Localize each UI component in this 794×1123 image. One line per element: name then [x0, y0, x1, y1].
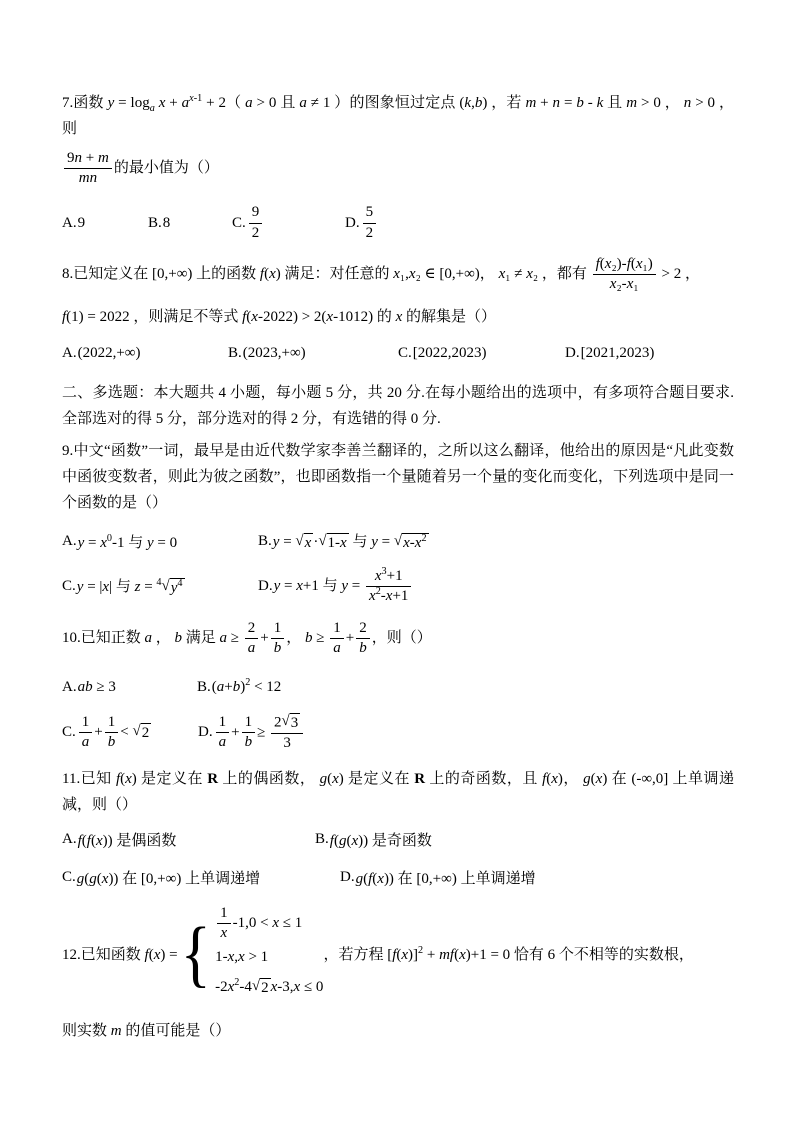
q10-options-row-2 [62, 710, 734, 756]
option-label: C. [398, 345, 412, 361]
q8-options-row [62, 340, 734, 368]
left-brace: { [180, 912, 211, 995]
option-label: D. [340, 869, 355, 885]
option-label: A. [62, 679, 77, 695]
q10-option-d [198, 713, 305, 753]
q11-options-row-1 [62, 826, 734, 854]
q12-suffix: ，若方程 $[f(x)]^2 + mf(x)+1 = 0$ 恰有 6 个不相等的实数根， [323, 945, 694, 963]
q7-option-b [148, 215, 232, 232]
option-value: y = |x| 与 z = $^4$ √ $y^4$ [76, 577, 183, 596]
q8-option-c [398, 345, 565, 362]
option-label: B. [315, 831, 329, 847]
option-label: D. [198, 724, 213, 740]
option-label: B. [148, 214, 162, 231]
option-label: C. [232, 214, 246, 231]
q11-options-row-2 [62, 864, 734, 892]
option-label: D. [258, 578, 273, 594]
option-value: 8 [162, 214, 171, 231]
option-value: [2022,2023) [412, 345, 487, 361]
q9-stem: 9.中文“函数”一词，最早是由近代数学家李善兰翻译的，之所以这么翻译，他给出的原因是“凡此变数中函彼变数者，则此为彼之函数”，也即函数指一个量随着另一个量的变化而变化，下列选项中是同一个函数的是（） [62, 442, 734, 511]
option-value: f(g(x)) 是奇函数 [329, 833, 432, 849]
q7-options-row [62, 200, 734, 246]
option-value: g(g(x)) 在 [0,+∞) 上单调递增 [76, 871, 261, 887]
option-value: $\frac{5}{2}$ [361, 204, 379, 242]
q11-option-a [62, 829, 315, 850]
option-label: D. [345, 214, 360, 231]
option-value: $\frac{1}{a}$ + $\frac{1}{b}$ ≥ 2 √ 3 3 [214, 713, 306, 753]
q10-option-a [62, 679, 197, 696]
option-label: C. [62, 578, 76, 594]
option-value: $\frac{9}{2}$ [247, 204, 265, 242]
q7-option-a [62, 215, 148, 232]
q8-option-a [62, 345, 228, 362]
q7-option-c [232, 204, 345, 242]
q12-stem [62, 904, 734, 1004]
q9-options-row-2 [62, 564, 734, 610]
q10-options-row-1 [62, 674, 734, 702]
option-value: f(f(x)) 是偶函数 [77, 833, 177, 849]
option-value: y = √ x · √ 1-x 与 y = √ $x-x^2$ [272, 532, 427, 551]
piecewise-case-2: 1-x,x > 1 [215, 949, 269, 966]
option-label: D. [565, 345, 580, 361]
option-value: $\frac{1}{a}$ + $\frac{1}{b}$ < √ 2 [77, 714, 151, 752]
q10-stem: 10.已知正数 a ， b 满足 a ≥ $\frac{2}{a}$ + $\frac{1}{b}$ ， b ≥ $\frac{1}{a}$ + $\frac{2}{b}$ ，则（） [62, 619, 432, 656]
q11-option-b [315, 829, 432, 850]
q9-option-c [62, 575, 258, 597]
piecewise-case-3: $-2x^2-4$ √ 2 x-3,x ≤ 0 [215, 977, 324, 996]
q9-option-a [62, 531, 258, 552]
option-value: (2023,+∞) [242, 345, 306, 361]
q12-prefix: 12.已知函数 f(x) = [62, 947, 178, 963]
option-value: [2021,2023) [580, 345, 655, 361]
q7-stem-line1: 7.函数 $y = \log_a x + a^{x-1} + 2$（ a > 0 且 a ≠ 1 ）的图象恒过定点 (k,b) ，若 m + n = b - k 且 m > 0 ， n > 0 ，则 [62, 93, 734, 137]
section-2-header: 二、多选题：本大题共 4 小题，每小题 5 分，共 20 分.在每小题给出的选项中，有多项符合题目要求.全部选对的得 5 分，部分选对的得 2 分，有选错的得 0 分. [62, 384, 734, 427]
option-label: B. [228, 345, 242, 361]
q12-stem-line2: 则实数 m 的值可能是（） [62, 1022, 231, 1039]
q7-option-d [345, 204, 378, 242]
option-label: B. [197, 679, 211, 695]
option-label: C. [62, 869, 76, 885]
q7-stem-line2: $\frac{9n + m}{mn}$ 的最小值为（） [62, 150, 734, 196]
q10-option-b [197, 679, 281, 696]
q11-stem: 11.已知 f(x) 是定义在 R 上的偶函数， g(x) 是定义在 R 上的奇函数，且 f(x)， g(x) 在 (-∞,0] 上单调递减，则（） [62, 770, 734, 813]
q8-option-b [228, 345, 398, 362]
option-label: A. [62, 533, 77, 549]
piecewise-case-1: $\frac{1}{x}$ -1,0 < x ≤ 1 [215, 905, 323, 943]
option-value: 9 [77, 214, 86, 231]
option-label: A. [62, 831, 77, 847]
q10-option-c [62, 714, 198, 752]
option-value: $y = x^0-1$ 与 y = 0 [77, 533, 178, 551]
q8-option-d [565, 345, 654, 362]
option-label: A. [62, 214, 77, 231]
q8-stem-line2: f(1) = 2022 ，则满足不等式 f(x-2022) > 2(x-1012) 的 x 的解集是（） [62, 308, 497, 325]
piecewise-cases [215, 905, 323, 1003]
option-label: B. [258, 533, 272, 549]
q9-option-b [258, 530, 429, 552]
option-value: (2022,+∞) [77, 345, 141, 361]
option-value: $(a+b)^2 < 12$ [211, 677, 282, 695]
option-value: g(f(x)) 在 [0,+∞) 上单调递增 [355, 871, 536, 887]
option-label: A. [62, 345, 77, 361]
option-value: ab ≥ 3 [77, 679, 116, 695]
piecewise-function [178, 904, 324, 1004]
q11-option-d [340, 867, 536, 888]
q9-options-row-1 [62, 528, 734, 556]
q8-stem-line1: 8.已知定义在 [0,+∞) 上的函数 f(x) 满足：对任意的 x₁,x₂ ∈ [0,+∞)， x₁ ≠ x₂ ，都有 $\frac{\text{f(x₂)-f(x₁)}}{\text{x₂-x₁}}$ > 2 ， [62, 256, 700, 293]
q11-option-c [62, 867, 340, 888]
option-label: C. [62, 724, 76, 740]
option-value: y = x+1 与 y = $\frac{x^3+1}{x^2-x+1}$ [274, 568, 414, 606]
q9-option-d [258, 565, 413, 606]
